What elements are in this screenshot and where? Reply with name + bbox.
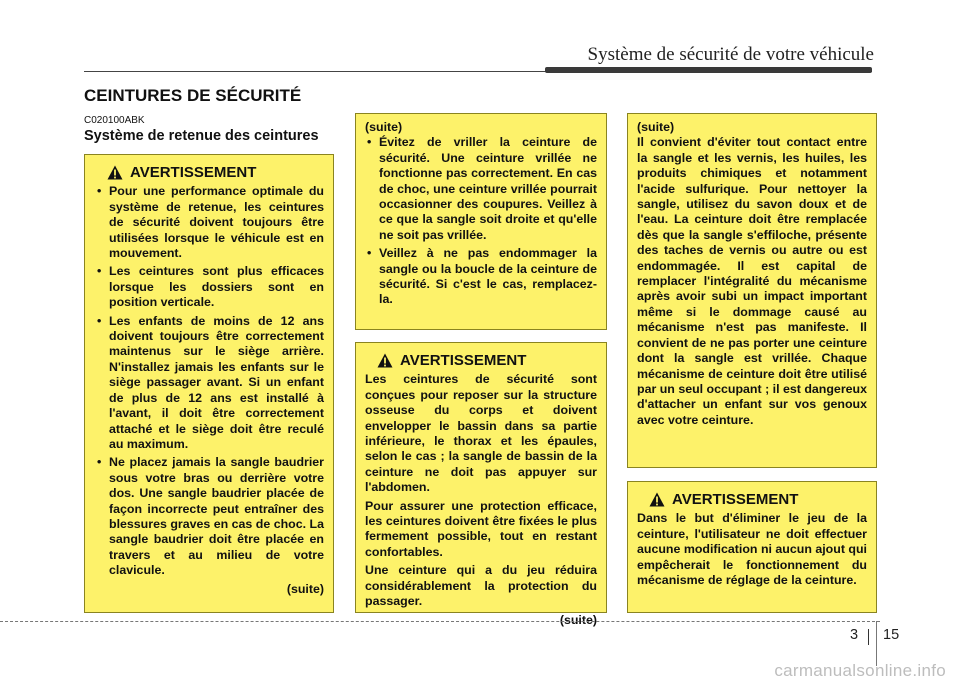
section-code: C020100ABK	[84, 115, 145, 126]
warning-header	[95, 165, 324, 180]
footer-rule	[0, 621, 880, 622]
list-item: • Pour une performance optimale du système de retenue, les ceintures de sécurité doivent toujours être utilisées lorsque le véhicule est en mouvement.	[95, 184, 324, 261]
warning-box-no-modification	[627, 481, 877, 613]
warning-label: AVERTISSEMENT	[672, 491, 799, 508]
section-subtitle: Système de retenue des ceintures	[84, 128, 319, 144]
warning-label: AVERTISSEMENT	[130, 164, 257, 181]
page-number-separator	[868, 629, 869, 645]
warning-box-continued-1	[355, 113, 607, 330]
warning-paragraph: Dans le but d'éliminer le jeu de la ceinture, l'utilisateur ne doit effectuer aucune modification ni aucun ajout qui empêcherait le fonctionnement du mécanisme de réglage de la ceinture.	[637, 511, 867, 588]
chapter-number: 3	[850, 627, 859, 643]
warning-list	[365, 135, 597, 307]
warning-triangle-icon	[107, 165, 123, 180]
header-rule-accent	[545, 67, 872, 73]
continued-label: (suite)	[365, 120, 403, 134]
warning-triangle-icon	[649, 492, 665, 507]
warning-header	[637, 492, 867, 507]
continued-label: (suite)	[286, 581, 324, 596]
warning-box-belt-fit	[355, 342, 607, 627]
warning-box-continued-2	[627, 113, 877, 468]
footer-vertical-rule	[876, 621, 877, 666]
list-item: • Veillez à ne pas endommager la sangle ou la boucle de la ceinture de sécurité. Si c'est le cas, remplacez-la.	[365, 246, 597, 308]
section-title: CEINTURES DE SÉCURITÉ	[84, 86, 302, 105]
warning-paragraph: Une ceinture qui a du jeu réduira considérablement la protection du passager.	[365, 563, 597, 609]
warning-paragraph: Il convient d'éviter tout contact entre la sangle et les vernis, les huiles, les produits chimiques et notamment l'acide sulfurique. Pour nettoyer la sangle, utilisez du savon doux et de l'eau. La ceinture doit être remplacée dès que la sangle s'effiloche, présente des taches de vernis ou autre ou est endommagée. Il est capital de remplacer l'intégralité du mécanisme après avoir subi un impact important même si le dommage causé au mécanisme n'est pas manifeste. Il convient de ne pas porter une ceinture dont la sangle est vrillée. Chaque mécanisme de ceinture doit être utilisé par un seul occupant ; il est dangereux d'attacher un enfant sur vos genoux avec votre ceinture.	[637, 135, 867, 427]
warning-list	[95, 184, 324, 578]
list-item: • Les enfants de moins de 12 ans doivent toujours être correctement maintenus sur le siège arrière. N'installez jamais les enfants sur le siège passager avant. Si un enfant de plus de 12 ans est installé à l'avant, il doit être correctement attaché et le siège doit être reculé au maximum.	[95, 314, 324, 453]
watermark: carmanualsonline.info	[774, 661, 946, 680]
header-title: Système de sécurité de votre véhicule	[587, 44, 874, 65]
warning-paragraph: Les ceintures de sécurité sont conçues pour reposer sur la structure osseuse du corps et doivent envelopper le bassin dans sa partie inférieure, le thorax et les épaules, selon le cas ; la sangle de bassin de la ceinture ne doit pas appuyer sur l'abdomen.	[365, 372, 597, 495]
warning-triangle-icon	[377, 353, 393, 368]
continued-label: (suite)	[637, 120, 675, 134]
list-item: • Ne placez jamais la sangle baudrier sous votre bras ou derrière votre dos. Une sangle baudrier placée de façon incorrecte peut entraîner des blessures graves en cas de choc. La sangle baudrier doit être placée en travers et au milieu de votre clavicule.	[95, 455, 324, 578]
warning-header	[365, 353, 597, 368]
list-item: • Les ceintures sont plus efficaces lorsque les dossiers sont en position verticale.	[95, 264, 324, 310]
continued-label: (suite)	[559, 612, 597, 627]
warning-box-seatbelt-usage	[84, 154, 334, 613]
page-number: 15	[883, 627, 900, 643]
list-item: • Évitez de vriller la ceinture de sécurité. Une ceinture vrillée ne fonctionne pas correctement. En cas de choc, une ceinture vrillée pourrait occasionner des coupures. Veillez à ce que la sangle soit droite et qu'elle ne soit pas vrillée.	[365, 135, 597, 243]
warning-paragraph: Pour assurer une protection efficace, les ceintures doivent être fixées le plus fermement possible, tout en restant confortables.	[365, 498, 597, 559]
warning-label: AVERTISSEMENT	[400, 352, 527, 369]
